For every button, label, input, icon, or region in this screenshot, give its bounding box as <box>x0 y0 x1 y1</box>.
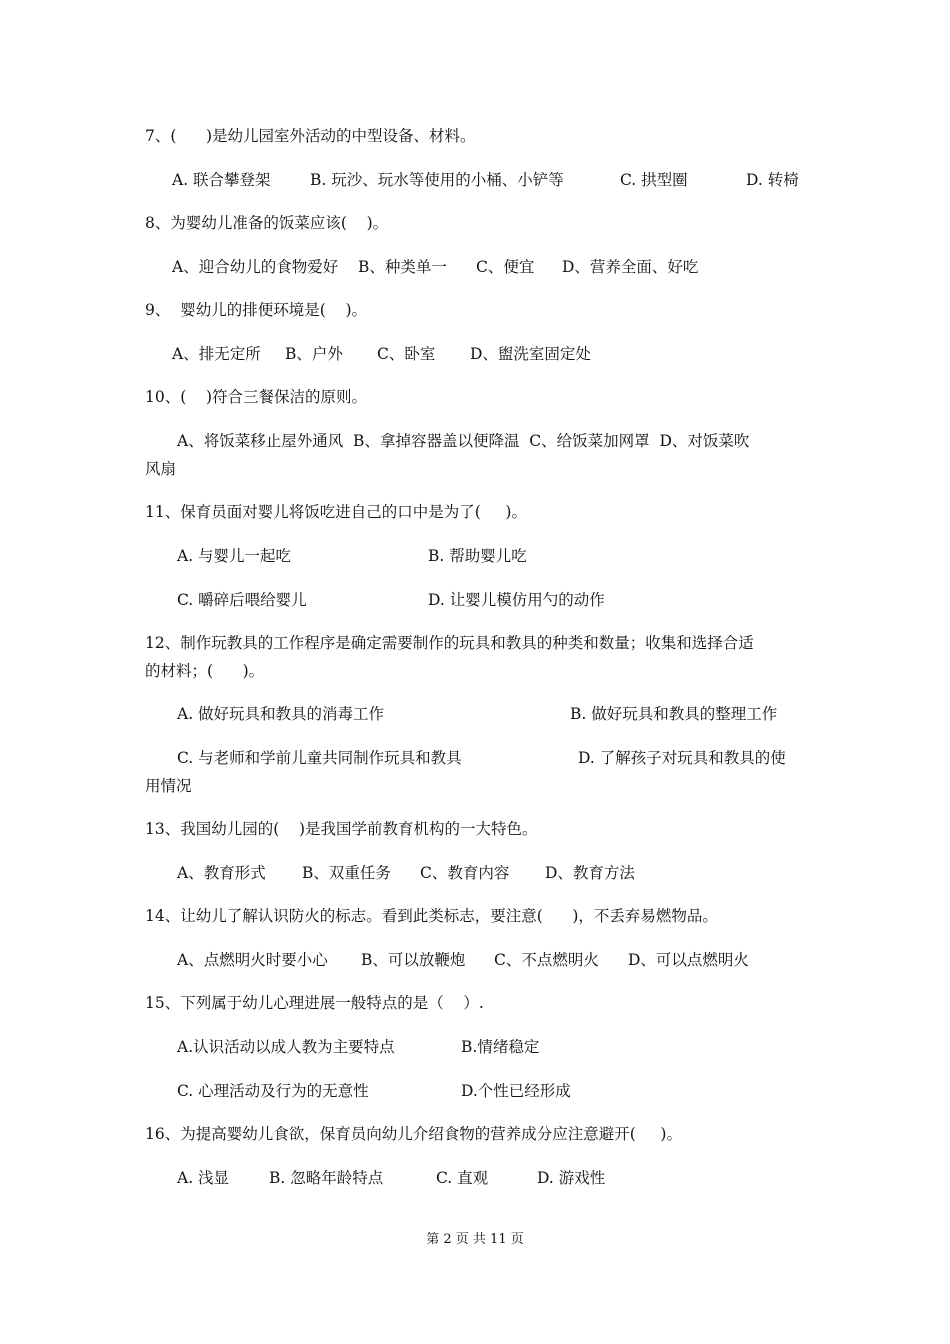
question-12-option-c: C. 与老师和学前儿童共同制作玩具和教具 <box>177 749 462 767</box>
question-9-option-a: A、排无定所 <box>172 345 261 363</box>
question-8-stem: 8、为婴幼儿准备的饭菜应该( )。 <box>145 214 389 232</box>
question-12-option-b: B. 做好玩具和教具的整理工作 <box>570 705 778 723</box>
question-7-option-b: B. 玩沙、玩水等使用的小桶、小铲等 <box>310 171 564 189</box>
question-11-option-b: B. 帮助婴儿吃 <box>428 547 527 565</box>
question-10-options: A、将饭菜移止屋外通风 B、拿掉容器盖以便降温 C、给饭菜加网罩 D、对饭菜吹 <box>177 432 750 450</box>
question-15-option-d: D.个性已经形成 <box>461 1082 571 1100</box>
question-12-stem-line-1: 12、制作玩教具的工作程序是确定需要制作的玩具和教具的种类和数量；收集和选择合适 <box>145 634 754 652</box>
question-16-option-a: A. 浅显 <box>177 1169 230 1187</box>
question-14-option-a: A、点燃明火时要小心 <box>177 951 328 969</box>
question-8-option-a: A、迎合幼儿的食物爱好 <box>172 258 339 276</box>
question-9-stem: 9、 婴幼儿的排便环境是( )。 <box>145 301 368 319</box>
question-11-option-a: A. 与婴儿一起吃 <box>177 547 292 565</box>
question-15-option-b: B.情绪稳定 <box>461 1038 540 1056</box>
question-16-option-c: C. 直观 <box>436 1169 489 1187</box>
question-9-option-b: B、户外 <box>285 345 343 363</box>
question-13-option-c: C、教育内容 <box>420 864 510 882</box>
question-12-option-d: D. 了解孩子对玩具和教具的使 <box>578 749 786 767</box>
question-16-option-d: D. 游戏性 <box>537 1169 606 1187</box>
question-11-stem: 11、保育员面对婴儿将饭吃进自己的口中是为了( )。 <box>145 503 527 521</box>
question-8-option-d: D、营养全面、好吃 <box>562 258 699 276</box>
question-12-stem-line-2: 的材料；( )。 <box>145 662 265 680</box>
question-7-option-c: C. 拱型圈 <box>620 171 688 189</box>
question-10-stem: 10、( )符合三餐保洁的原则。 <box>145 388 368 406</box>
question-11-option-d: D. 让婴儿模仿用勺的动作 <box>428 591 605 609</box>
question-14-option-c: C、不点燃明火 <box>494 951 599 969</box>
question-14-option-d: D、可以点燃明火 <box>628 951 749 969</box>
question-11-option-c: C. 嚼碎后喂给婴儿 <box>177 591 307 609</box>
question-9-option-c: C、卧室 <box>377 345 436 363</box>
question-14-stem: 14、让幼儿了解认识防火的标志。看到此类标志，要注意( )，不丢弃易燃物品。 <box>145 907 718 925</box>
question-7-option-a: A. 联合攀登架 <box>172 171 271 189</box>
question-12-option-d-continued: 用情况 <box>145 777 192 795</box>
question-15-option-c: C. 心理活动及行为的无意性 <box>177 1082 369 1100</box>
question-16-option-b: B. 忽略年龄特点 <box>269 1169 384 1187</box>
question-14-option-b: B、可以放鞭炮 <box>361 951 466 969</box>
question-9-option-d: D、盥洗室固定处 <box>470 345 591 363</box>
question-12-option-a: A. 做好玩具和教具的消毒工作 <box>177 705 385 723</box>
question-16-stem: 16、为提高婴幼儿食欲，保育员向幼儿介绍食物的营养成分应注意避开( )。 <box>145 1125 682 1143</box>
question-7-stem: 7、( )是幼儿园室外活动的中型设备、材料。 <box>145 127 476 145</box>
question-13-option-d: D、教育方法 <box>545 864 635 882</box>
question-13-stem: 13、我国幼儿园的( )是我国学前教育机构的一大特色。 <box>145 820 538 838</box>
question-7-option-d: D. 转椅 <box>746 171 799 189</box>
question-8-option-c: C、便宜 <box>476 258 535 276</box>
question-8-option-b: B、种类单一 <box>358 258 447 276</box>
page-footer: 第 2 页 共 11 页 <box>426 1232 524 1247</box>
question-10-options-continued: 风扇 <box>145 460 177 478</box>
question-13-option-b: B、双重任务 <box>302 864 391 882</box>
question-15-option-a: A.认识活动以成人教为主要特点 <box>177 1038 395 1056</box>
question-15-stem: 15、下列属于幼儿心理进展一般特点的是（ ）. <box>145 994 484 1012</box>
question-13-option-a: A、教育形式 <box>177 864 266 882</box>
